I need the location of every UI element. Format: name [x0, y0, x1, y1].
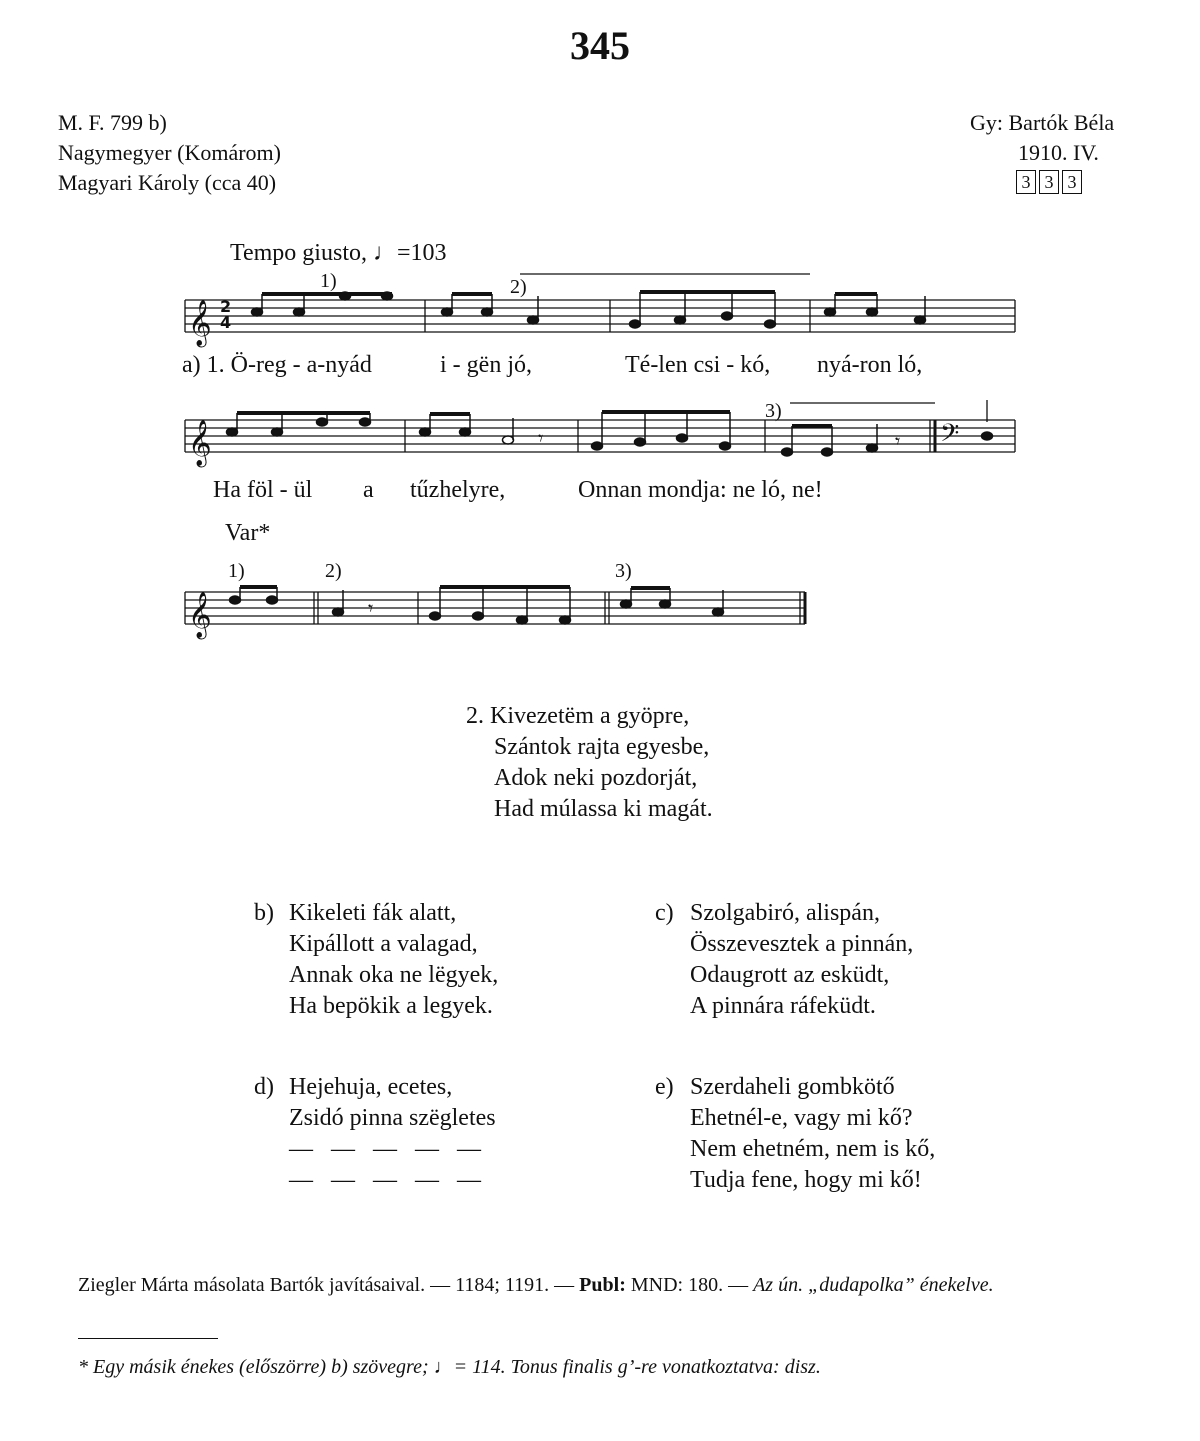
treble-clef: 𝄞 [188, 592, 212, 638]
singer: Magyari Károly (cca 40) [58, 170, 277, 195]
tempo-marking: Tempo giusto, ♩=103 [230, 240, 447, 266]
verse-line: Összevesztek a pinnán, [690, 931, 914, 957]
lyric-segment: i - gën jó, [440, 352, 532, 378]
source-note [78, 1270, 1168, 1300]
treble-clef: 𝄞 [188, 420, 212, 466]
stanza-c [655, 898, 914, 1022]
lyric-segment: Onnan mondja: ne ló, ne! [578, 477, 823, 503]
verse-line: Ha bepökik a legyek. [289, 993, 493, 1019]
source-note-italic: Az ún. „dudapolka” énekelve. [753, 1274, 994, 1296]
verse-line: Odaugrott az esküdt, [690, 962, 890, 988]
verse-line: Nem ehetném, nem is kő, [690, 1136, 936, 1162]
verse-line: 2. Kivezetëm a gyöpre, [466, 703, 690, 729]
verse-line: Tudja fene, hogy mi kő! [690, 1167, 922, 1193]
stanza-label: c) [655, 900, 674, 926]
stanza-2 [466, 701, 713, 825]
staff-3 [185, 592, 805, 624]
stanza-b [254, 898, 499, 1022]
lyric-segment: a) 1. Ö-reg - a-nyád [182, 352, 372, 378]
lyric-segment: Té-len csi - kó, [625, 352, 771, 378]
verse-line: Zsidó pinna szëgletes [289, 1105, 496, 1131]
verse-line: — — — — — [289, 1167, 481, 1193]
verse-line: Adok neki pozdorját, [494, 765, 698, 791]
volta-label: 3) [615, 560, 632, 582]
music-notation [0, 0, 1200, 660]
verse-line: Hejehuja, ecetes, [289, 1074, 453, 1100]
footnote: * Egy másik énekes (előszörre) b) szövegre; ♩= 114. Tonus finalis g’-re vonatkoztatva: disz. [78, 1356, 821, 1378]
verse-line: — — — — — [289, 1136, 481, 1162]
collector: Gy: Bartók Béla [970, 110, 1115, 135]
treble-clef: 𝄞 [188, 300, 212, 346]
staff-1 [185, 274, 1015, 332]
volta-label: 2) [325, 560, 342, 582]
verse-line: Kikeleti fák alatt, [289, 900, 457, 926]
svg-text:2: 2 [220, 297, 232, 316]
svg-text:4: 4 [220, 313, 232, 332]
lyric-segment: nyá-ron ló, [817, 352, 923, 378]
svg-text:𝄾: 𝄾 [895, 429, 901, 453]
verse-line: Szolgabiró, alispán, [690, 900, 880, 926]
variant-label: Var* [225, 520, 271, 546]
source-note-text: Ziegler Márta másolata Bartók javításaival. — 1184; 1191. — [78, 1274, 580, 1296]
source-note-publ: MND: 180. — [625, 1274, 754, 1296]
verse-line: Had múlassa ki magát. [494, 796, 713, 822]
class-box: 3 [1039, 170, 1059, 194]
collection-date: 1910. IV. [1018, 140, 1099, 165]
volta-label: 1) [320, 270, 337, 292]
verse-line: Ehetnél-e, vagy mi kő? [690, 1105, 913, 1131]
verse-line: Szerdaheli gombkötő [690, 1074, 895, 1100]
catalog-number: M. F. 799 b) [58, 110, 167, 135]
stanza-e [655, 1072, 936, 1196]
page-number: 345 [570, 23, 630, 68]
svg-text:𝄾: 𝄾 [368, 596, 374, 620]
lyric-segment: tűzhelyre, [410, 477, 506, 503]
stanza-label: b) [254, 900, 274, 926]
stanza-label: d) [254, 1074, 274, 1100]
stanza-label: e) [655, 1074, 674, 1100]
class-box: 3 [1016, 170, 1036, 194]
class-box: 3 [1062, 170, 1082, 194]
verse-line: A pinnára ráfeküdt. [690, 993, 876, 1019]
publ-label: Publ: [579, 1274, 626, 1296]
verse-line: Annak oka ne lëgyek, [289, 962, 499, 988]
volta-label: 1) [228, 560, 245, 582]
verse-line: Szántok rajta egyesbe, [494, 734, 710, 760]
verse-line: Kipállott a valagad, [289, 931, 478, 957]
volta-label: 2) [510, 276, 527, 298]
stanza-d [254, 1072, 496, 1196]
bass-clef: 𝄢 [940, 419, 960, 454]
lyric-segment: a [363, 477, 374, 503]
volta-label: 3) [765, 400, 782, 422]
footnote-divider [78, 1338, 218, 1339]
svg-text:𝄾: 𝄾 [538, 426, 544, 450]
lyric-segment: Ha föl - ül [213, 477, 313, 503]
location: Nagymegyer (Komárom) [58, 140, 281, 165]
